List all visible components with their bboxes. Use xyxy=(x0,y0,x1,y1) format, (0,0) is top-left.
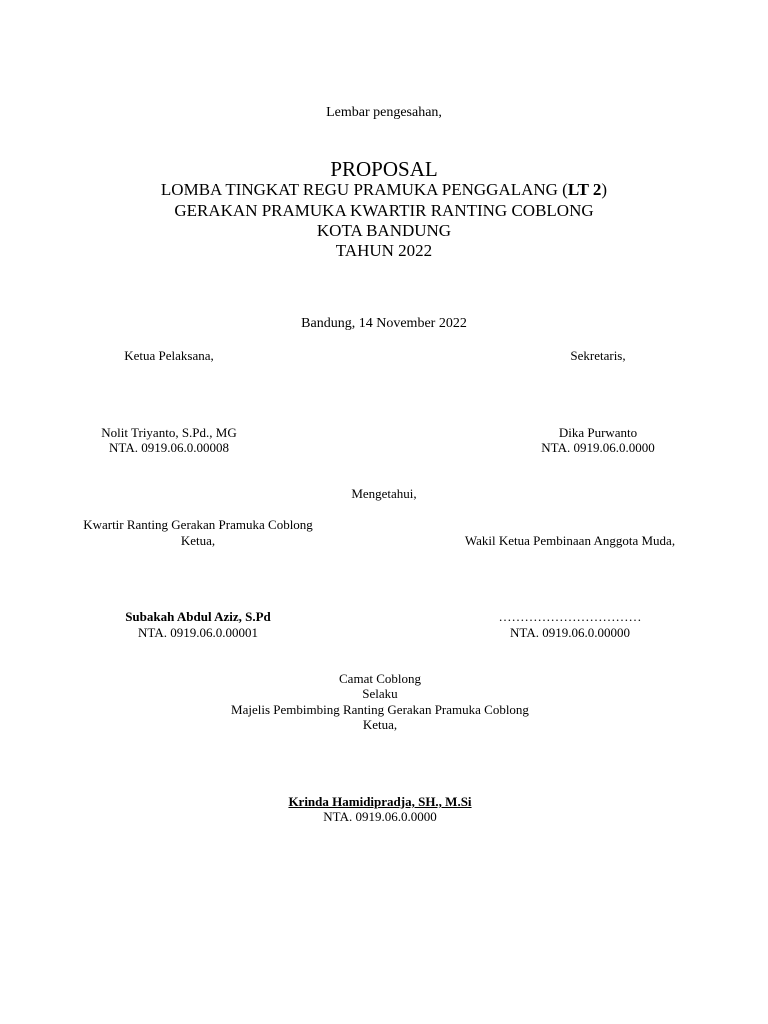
secretary-nta: NTA. 0919.06.0.0000 xyxy=(541,440,655,455)
kwarran-chair-name: Subakah Abdul Aziz, S.Pd xyxy=(125,609,271,624)
title-line-1-prefix: LOMBA TINGKAT REGU PRAMUKA PENGGALANG ( xyxy=(160,180,568,199)
kwarran-role: Ketua, xyxy=(180,533,216,548)
kwarran-org: Kwartir Ranting Gerakan Pramuka Coblong xyxy=(83,517,313,532)
title-line-1 xyxy=(0,180,768,200)
acknowledged-label: Mengetahui, xyxy=(351,486,417,501)
title-line-4: TAHUN 2022 xyxy=(335,241,433,260)
chair-name: Nolit Triyanto, S.Pd., MG xyxy=(101,425,237,440)
title-line-1-suffix: ) xyxy=(601,180,608,199)
secretary-role: Sekretaris, xyxy=(570,348,626,363)
mabiran-chair-nta: NTA. 0919.06.0.0000 xyxy=(323,809,437,824)
title-line-3: KOTA BANDUNG xyxy=(316,221,452,240)
vice-chair-role: Wakil Ketua Pembinaan Anggota Muda, xyxy=(464,533,676,548)
title-line-1-bold: LT 2 xyxy=(567,180,602,199)
chair-role: Ketua Pelaksana, xyxy=(124,348,214,363)
secretary-name: Dika Purwanto xyxy=(558,425,638,440)
kwarran-chair-nta: NTA. 0919.06.0.00001 xyxy=(138,625,258,640)
subdistrict-head-title: Camat Coblong xyxy=(339,671,421,686)
vice-chair-name-placeholder: …………………………… xyxy=(498,609,642,624)
as-label: Selaku xyxy=(362,686,398,701)
title-line-2: GERAKAN PRAMUKA KWARTIR RANTING COBLONG xyxy=(174,201,594,220)
vice-chair-nta: NTA. 0919.06.0.00000 xyxy=(510,625,630,640)
place-date: Bandung, 14 November 2022 xyxy=(301,316,467,331)
mabiran-title: Majelis Pembimbing Ranting Gerakan Pramuka Coblong xyxy=(231,702,529,717)
mabiran-chair-name: Krinda Hamidipradja, SH., M.Si xyxy=(288,794,472,809)
mabiran-role: Ketua, xyxy=(362,717,398,732)
chair-nta: NTA. 0919.06.0.00008 xyxy=(109,440,229,455)
approval-sheet-heading: Lembar pengesahan, xyxy=(326,105,442,120)
proposal-title: PROPOSAL xyxy=(330,157,438,181)
